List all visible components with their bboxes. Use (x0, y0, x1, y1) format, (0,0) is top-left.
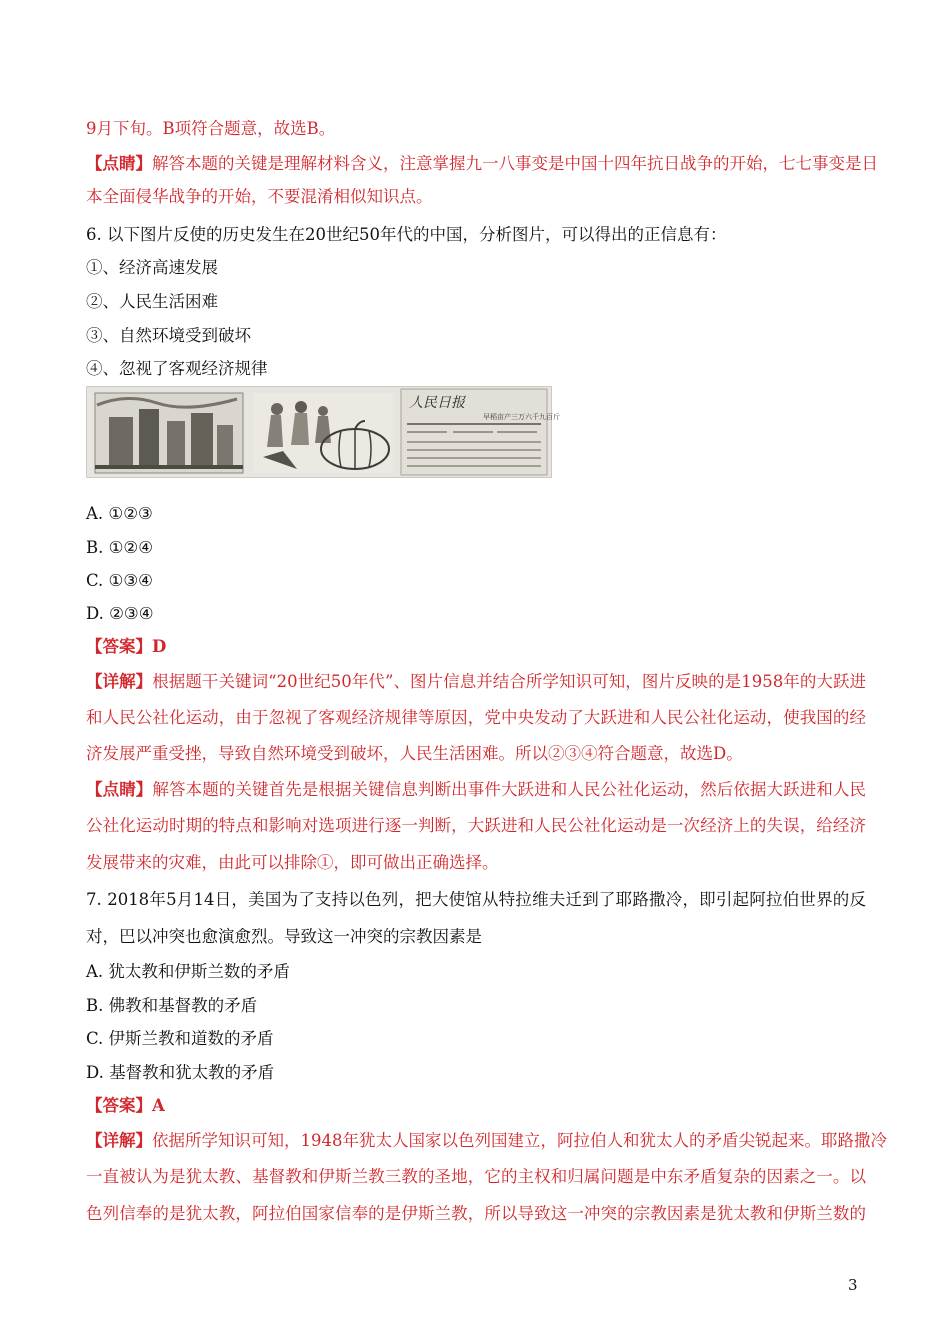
q6-detail-line-2: 和人民公社化运动，由于忽视了客观经济规律等原因，党中央发动了大跃进和人民公社化运动，使我国的经 (86, 708, 866, 727)
q6-item-1: ①、经济高速发展 (86, 258, 218, 277)
q6-option-a: A. ①②③ (86, 504, 153, 523)
detail-tag: 【详解】 (86, 672, 153, 691)
q6-answer: 【答案】D (86, 637, 167, 656)
q7-option-d: D. 基督教和犹太教的矛盾 (86, 1063, 275, 1082)
giant-pumpkin-sketch (253, 393, 393, 473)
q7-option-a: A. 犹太教和伊斯兰数的矛盾 (86, 962, 290, 981)
detail-tag: 【详解】 (86, 1131, 152, 1150)
q6-stem: 6. 以下图片反使的历史发生在20世纪50年代的中国，分析图片，可以得出的正信息有： (86, 225, 727, 244)
q6-tip-line-3: 发展带来的灾难，由此可以排除①，即可做出正确选择。 (86, 853, 499, 872)
q7-detail-line-2: 一直被认为是犹太教、基督教和伊斯兰教三教的圣地，它的主权和归属问题是中东矛盾复杂的因素之一。以 (86, 1167, 866, 1186)
tip-tag: 【点睛】 (86, 154, 152, 173)
historical-image-strip (86, 386, 560, 478)
newspaper-masthead: 人民日报 (409, 395, 465, 411)
q6-item-2: ②、人民生活困难 (86, 292, 218, 311)
q6-option-b: B. ①②④ (86, 538, 153, 557)
q6-detail-line-3: 济发展严重受挫，导致自然环境受到破坏，人民生活困难。所以②③④符合题意，故选D。 (86, 744, 743, 763)
q6-tip-line-1: 【点睛】解答本题的关键首先是根据关键信息判断出事件大跃进和人民公社化运动，然后依据大跃进和人民 (86, 780, 867, 799)
q6-tip-line-2: 公社化运动时期的特点和影响对选项进行逐一判断，大跃进和人民公社化运动是一次经济上的失误，给经济 (86, 816, 866, 835)
q6-option-c: C. ①③④ (86, 571, 153, 590)
q7-stem-line-1: 7. 2018年5月14日，美国为了支持以色列，把大使馆从特拉维夫迁到了耶路撒冷，即引起阿拉伯世界的反 (86, 890, 866, 909)
q7-option-b: B. 佛教和基督教的矛盾 (86, 996, 258, 1015)
tip-tag: 【点睛】 (86, 780, 153, 799)
q7-option-c: C. 伊斯兰教和道数的矛盾 (86, 1029, 274, 1048)
q7-detail-line-3: 色列信奉的是犹太教，阿拉伯国家信奉的是伊斯兰教，所以导致这一冲突的宗教因素是犹太教和伊斯兰数的 (86, 1204, 866, 1223)
q5-explanation-tail: 9月下旬。B项符合题意，故选B。 (86, 119, 336, 138)
q6-item-4: ④、忽视了客观经济规律 (86, 359, 268, 378)
q5-tip-line-2: 本全面侵华战争的开始，不要混淆相似知识点。 (86, 187, 433, 206)
q7-detail-line-1: 【详解】依据所学知识可知，1948年犹太人国家以色列国建立，阿拉伯人和犹太人的矛盾尖锐起来。耶路撒冷 (86, 1131, 887, 1150)
q7-answer: 【答案】A (86, 1096, 165, 1115)
page-number: 3 (848, 1276, 858, 1294)
q5-tip-line-1: 【点睛】解答本题的关键是理解材料含义，注意掌握九一八事变是中国十四年抗日战争的开始，七七事变是日 (86, 154, 878, 173)
q6-item-3: ③、自然环境受到破坏 (86, 326, 251, 345)
q7-stem-line-2: 对，巴以冲突也愈演愈烈。导致这一冲突的宗教因素是 (86, 927, 482, 946)
furnace-sketch (95, 393, 243, 473)
q6-detail-line-1: 【详解】根据题干关键词“20世纪50年代”、图片信息并结合所学知识可知，图片反映的是1958年的大跃进 (86, 672, 867, 691)
q6-option-d: D. ②③④ (86, 604, 154, 623)
historical-illustrations (87, 387, 560, 479)
newspaper-headline: 早稻亩产三万六千九百斤 (483, 413, 560, 421)
